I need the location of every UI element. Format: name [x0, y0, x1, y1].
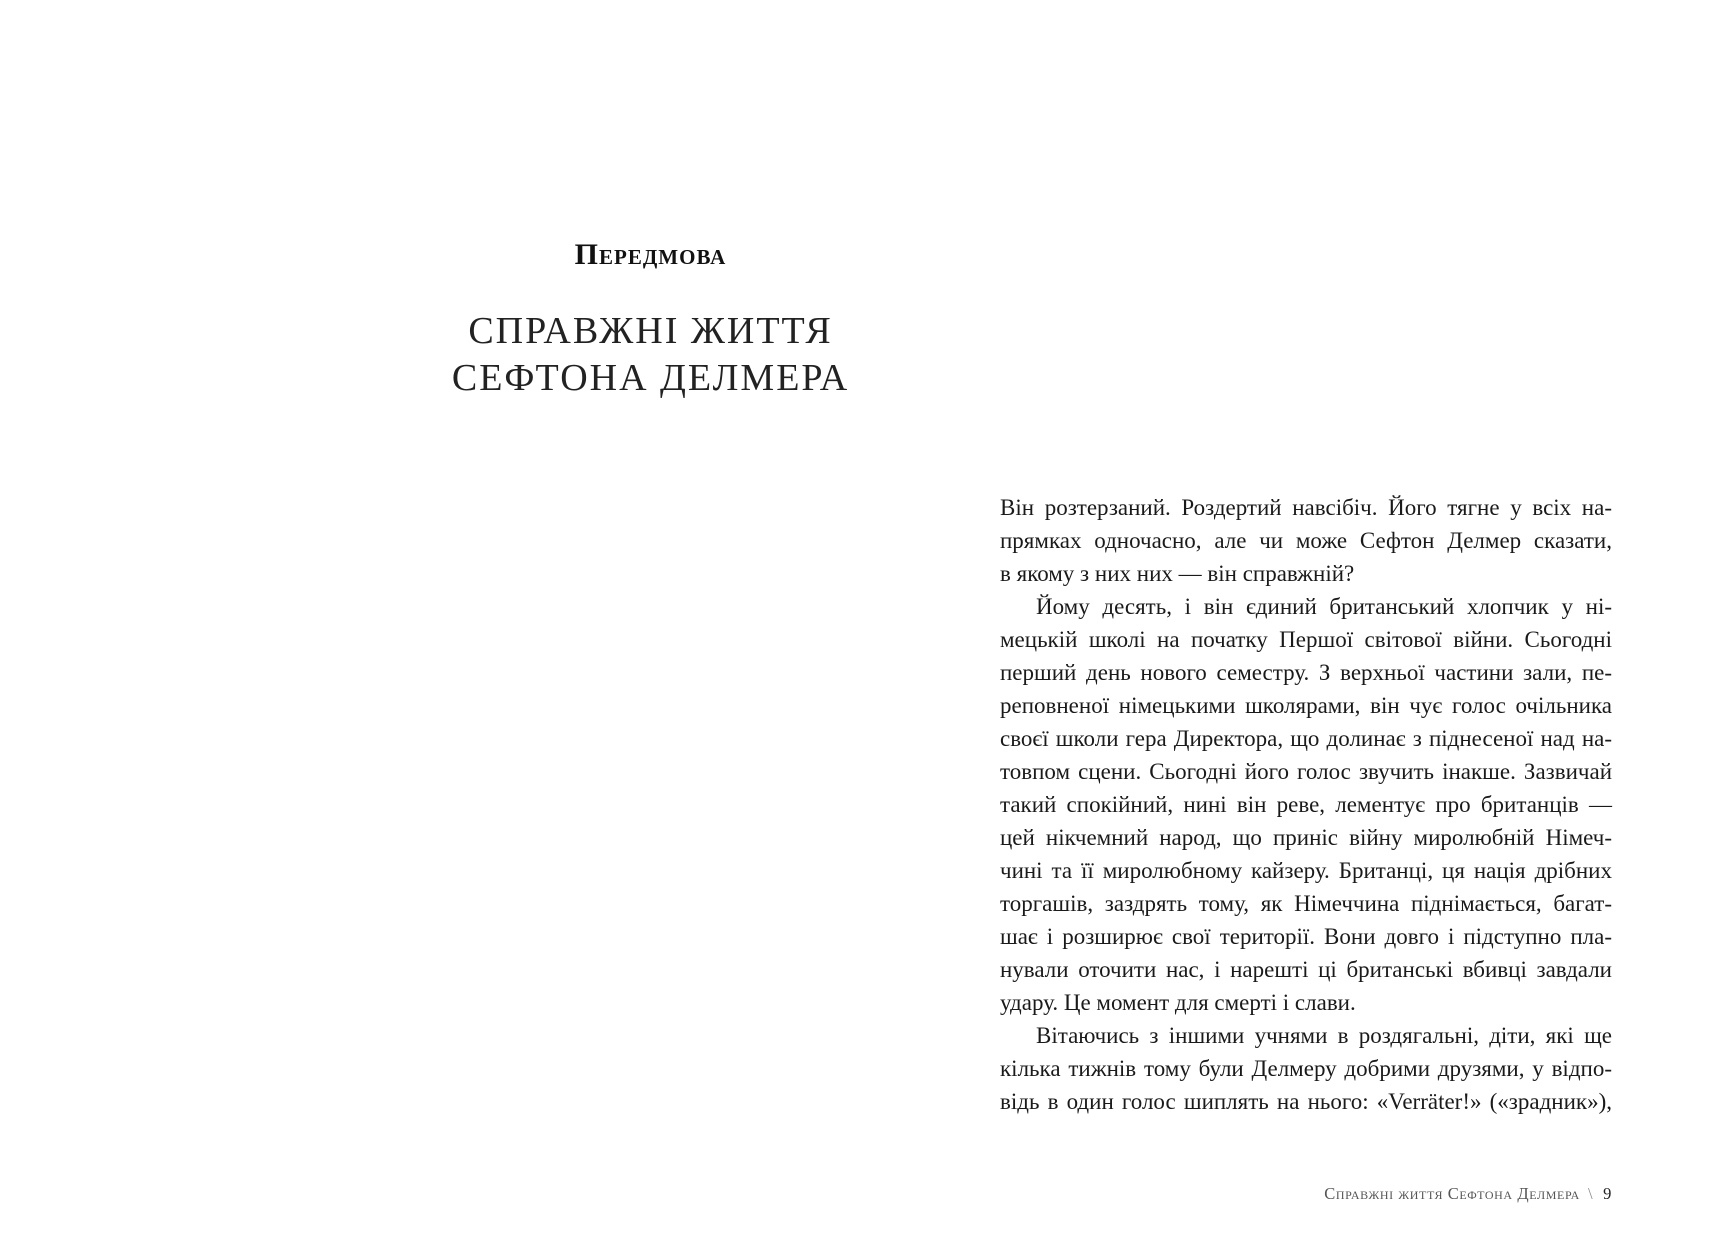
body-line: Він розтерзаний. Роздертий навсібіч. Його тягне у всіх на-	[1000, 495, 1612, 520]
chapter-title	[0, 308, 1301, 402]
body-text	[1000, 491, 1612, 1118]
chapter-title-line-2: СЕФТОНА ДЕЛМЕРА	[451, 357, 850, 399]
body-line: удару. Це момент для смерті і слави.	[1000, 990, 1356, 1015]
footer-separator: \	[1587, 1184, 1594, 1203]
body-line: нували оточити нас, і нарешті ці британські вбивці завдали	[1000, 957, 1612, 982]
body-line: такий спокійний, нині він реве, лементує про британців —	[1000, 792, 1612, 817]
running-title: Справжні життя Сефтона Делмера	[1324, 1184, 1580, 1203]
page-number: 9	[1603, 1184, 1612, 1203]
section-label: Передмова	[574, 238, 727, 271]
body-line: шає і розширює свої території. Вони довго і підступно пла-	[1000, 924, 1612, 949]
body-line: перший день нового семестру. З верхньої частини зали, пе-	[1000, 660, 1612, 685]
body-line: товпом сцени. Сьогодні його голос звучить інакше. Зазвичай	[1000, 759, 1612, 784]
body-line: чині та її миролюбному кайзеру. Британці, ця нація дрібних	[1000, 858, 1612, 883]
body-line: мецькій школі на початку Першої світової війни. Сьогодні	[1000, 627, 1612, 652]
body-line: своєї школи гера Директора, що долинає з піднесеної над на-	[1000, 726, 1612, 751]
body-line: Вітаючись з іншими учнями в роздягальні, діти, які ще	[1036, 1023, 1612, 1048]
body-line: в якому з них них — він справжній?	[1000, 561, 1355, 586]
chapter-title-line-1: СПРАВЖНІ ЖИТТЯ	[468, 310, 833, 352]
body-line: кілька тижнів тому були Делмеру добрими друзями, у відпо-	[1000, 1056, 1612, 1081]
body-line: Йому десять, і він єдиний британський хлопчик у ні-	[1036, 594, 1612, 619]
body-line: цей нікчемний народ, що приніс війну миролюбній Німеч-	[1000, 825, 1612, 850]
running-footer	[1324, 1184, 1612, 1204]
body-line: прямках одночасно, але чи може Сефтон Делмер сказати,	[1000, 528, 1612, 553]
body-line: торгашів, заздрять тому, як Німеччина піднімається, багат-	[1000, 891, 1612, 916]
body-line: відь в один голос шиплять на нього: «Verräter!» («зрадник»),	[1000, 1089, 1612, 1114]
left-page-blank	[0, 0, 856, 1258]
body-line: реповненої німецькими школярами, він чує голос очільника	[1000, 693, 1612, 718]
